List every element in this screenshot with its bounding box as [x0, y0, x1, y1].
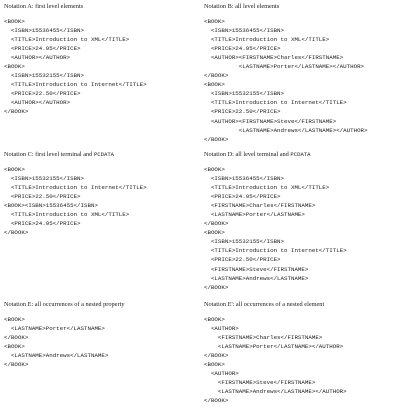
code-line: </BOOK> — [204, 220, 229, 228]
panel-notation-c — [4, 151, 199, 237]
code-line: <LASTNAME>Porter</LASTNAME></AUTHOR> — [204, 63, 365, 71]
code-line: <AUTHOR><FIRSTNAME>Charles</FIRSTNAME> — [204, 54, 344, 62]
panel-notation-d — [204, 151, 399, 292]
code-line: <LASTNAME>Andrews</LASTNAME></AUTHOR> — [204, 388, 347, 396]
code-line: <LASTNAME>Andrews</LASTNAME></AUTHOR> — [204, 126, 368, 134]
code-line: <TITLE>Introduction to Internet</TITLE> — [204, 247, 347, 255]
code-line: <PRICE>22.50</PRICE> — [4, 90, 81, 98]
code-line: <AUTHOR></AUTHOR> — [4, 54, 71, 62]
code-line: <BOOK> — [4, 63, 25, 71]
code-line: <PRICE>22.50</PRICE> — [4, 193, 81, 201]
panel-notation-e — [4, 301, 199, 369]
code-line: <LASTNAME>Andrews</LASTNAME> — [4, 352, 109, 360]
code-line: <ISBN>15532155</ISBN> — [204, 90, 285, 98]
code-line: <ISBN>15532155</ISBN> — [204, 238, 285, 246]
code-line: <AUTHOR> — [204, 370, 239, 378]
code-line: </BOOK> — [204, 135, 229, 143]
code-line: <LASTNAME>Porter</LASTNAME></AUTHOR> — [204, 343, 344, 351]
code-block-notation-a — [4, 17, 199, 117]
code-line: <ISBN>15532155</ISBN> — [4, 72, 85, 80]
code-line: </BOOK> — [204, 352, 229, 360]
code-line: <PRICE>22.50</PRICE> — [204, 256, 281, 264]
caption-notation-d: Notation D: all level terminal and PCDATA — [204, 151, 311, 158]
code-line: <ISBN>15536455</ISBN> — [204, 27, 285, 35]
code-line: <AUTHOR></AUTHOR> — [4, 99, 71, 107]
panel-notation-b — [204, 3, 399, 144]
code-line: <BOOK><ISBN>15536455</ISBN> — [4, 202, 98, 210]
code-line: </BOOK> — [4, 108, 29, 116]
code-line: <AUTHOR><FIRSTNAME>Steve</FIRSTNAME> — [204, 117, 337, 125]
code-block-notation-b — [204, 17, 399, 144]
panel-notation-e-prime — [204, 301, 399, 405]
code-line: <BOOK> — [204, 166, 225, 173]
caption-notation-a: Notation A: first level elements — [4, 3, 84, 10]
code-line: <TITLE>Introduction to XML</TITLE> — [4, 36, 130, 44]
code-line: </BOOK> — [204, 397, 229, 405]
code-line: <PRICE>24.95</PRICE> — [204, 45, 281, 53]
code-line: <TITLE>Introduction to Internet</TITLE> — [4, 184, 147, 192]
code-line: </BOOK> — [4, 334, 29, 342]
code-line: <FIRSTNAME>Charles</FIRSTNAME> — [204, 202, 316, 210]
caption-notation-e-prime: Notation E': all occurrences of a nested element — [204, 301, 325, 308]
code-block-notation-d — [204, 165, 399, 292]
code-line: <PRICE>22.50</PRICE> — [204, 108, 281, 116]
code-line: <BOOK> — [4, 166, 25, 173]
code-line: <ISBN>15532155</ISBN> — [4, 175, 85, 183]
code-line: <ISBN>15536455</ISBN> — [4, 27, 85, 35]
caption-notation-b: Notation B: all level elements — [204, 3, 280, 10]
code-line: <BOOK> — [204, 361, 225, 369]
code-block-notation-c — [4, 165, 199, 237]
code-line: <BOOK> — [4, 18, 25, 25]
code-line: <PRICE>24.95</PRICE> — [4, 220, 81, 228]
code-line: <FIRSTNAME>Steve</FIRSTNAME> — [204, 379, 316, 387]
caption-notation-c: Notation C: first level terminal and PCDATA — [4, 151, 115, 158]
code-line: <TITLE>Introduction to XML</TITLE> — [4, 211, 130, 219]
code-line: <BOOK> — [4, 316, 25, 323]
code-line: <PRICE>24.95</PRICE> — [204, 193, 281, 201]
code-line: <BOOK> — [204, 81, 225, 89]
code-line: <AUTHOR> — [204, 325, 239, 333]
code-line: <TITLE>Introduction to Internet</TITLE> — [204, 99, 347, 107]
code-line: </BOOK> — [4, 361, 29, 369]
caption-notation-e: Notation E: all occurrences of a nested property — [4, 301, 125, 308]
code-line: <TITLE>Introduction to Internet</TITLE> — [4, 81, 147, 89]
code-line: <PRICE>24.95</PRICE> — [4, 45, 81, 53]
code-line: </BOOK> — [204, 283, 229, 291]
code-line: </BOOK> — [4, 229, 29, 237]
code-line: <BOOK> — [204, 316, 225, 323]
code-line: </BOOK> — [204, 72, 229, 80]
code-block-notation-e — [4, 315, 199, 369]
code-line: <ISBN>15536455</ISBN> — [204, 175, 285, 183]
code-line: <TITLE>Introduction to XML</TITLE> — [204, 36, 330, 44]
code-line: <FIRSTNAME>Steve</FIRSTNAME> — [204, 265, 309, 273]
code-line: <LASTNAME>Porter</LASTNAME> — [4, 325, 105, 333]
code-line: <LASTNAME>Porter</LASTNAME> — [204, 211, 305, 219]
code-line: <BOOK> — [204, 18, 225, 25]
code-line: <FIRSTNAME>Charles</FIRSTNAME> — [204, 334, 323, 342]
panel-notation-a — [4, 3, 199, 117]
code-line: <BOOK> — [204, 229, 225, 237]
code-line: <BOOK> — [4, 343, 25, 351]
code-line: <TITLE>Introduction to XML</TITLE> — [204, 184, 330, 192]
code-block-notation-e-prime — [204, 315, 399, 405]
code-line: <LASTNAME>Andrews</LASTNAME> — [204, 274, 309, 282]
